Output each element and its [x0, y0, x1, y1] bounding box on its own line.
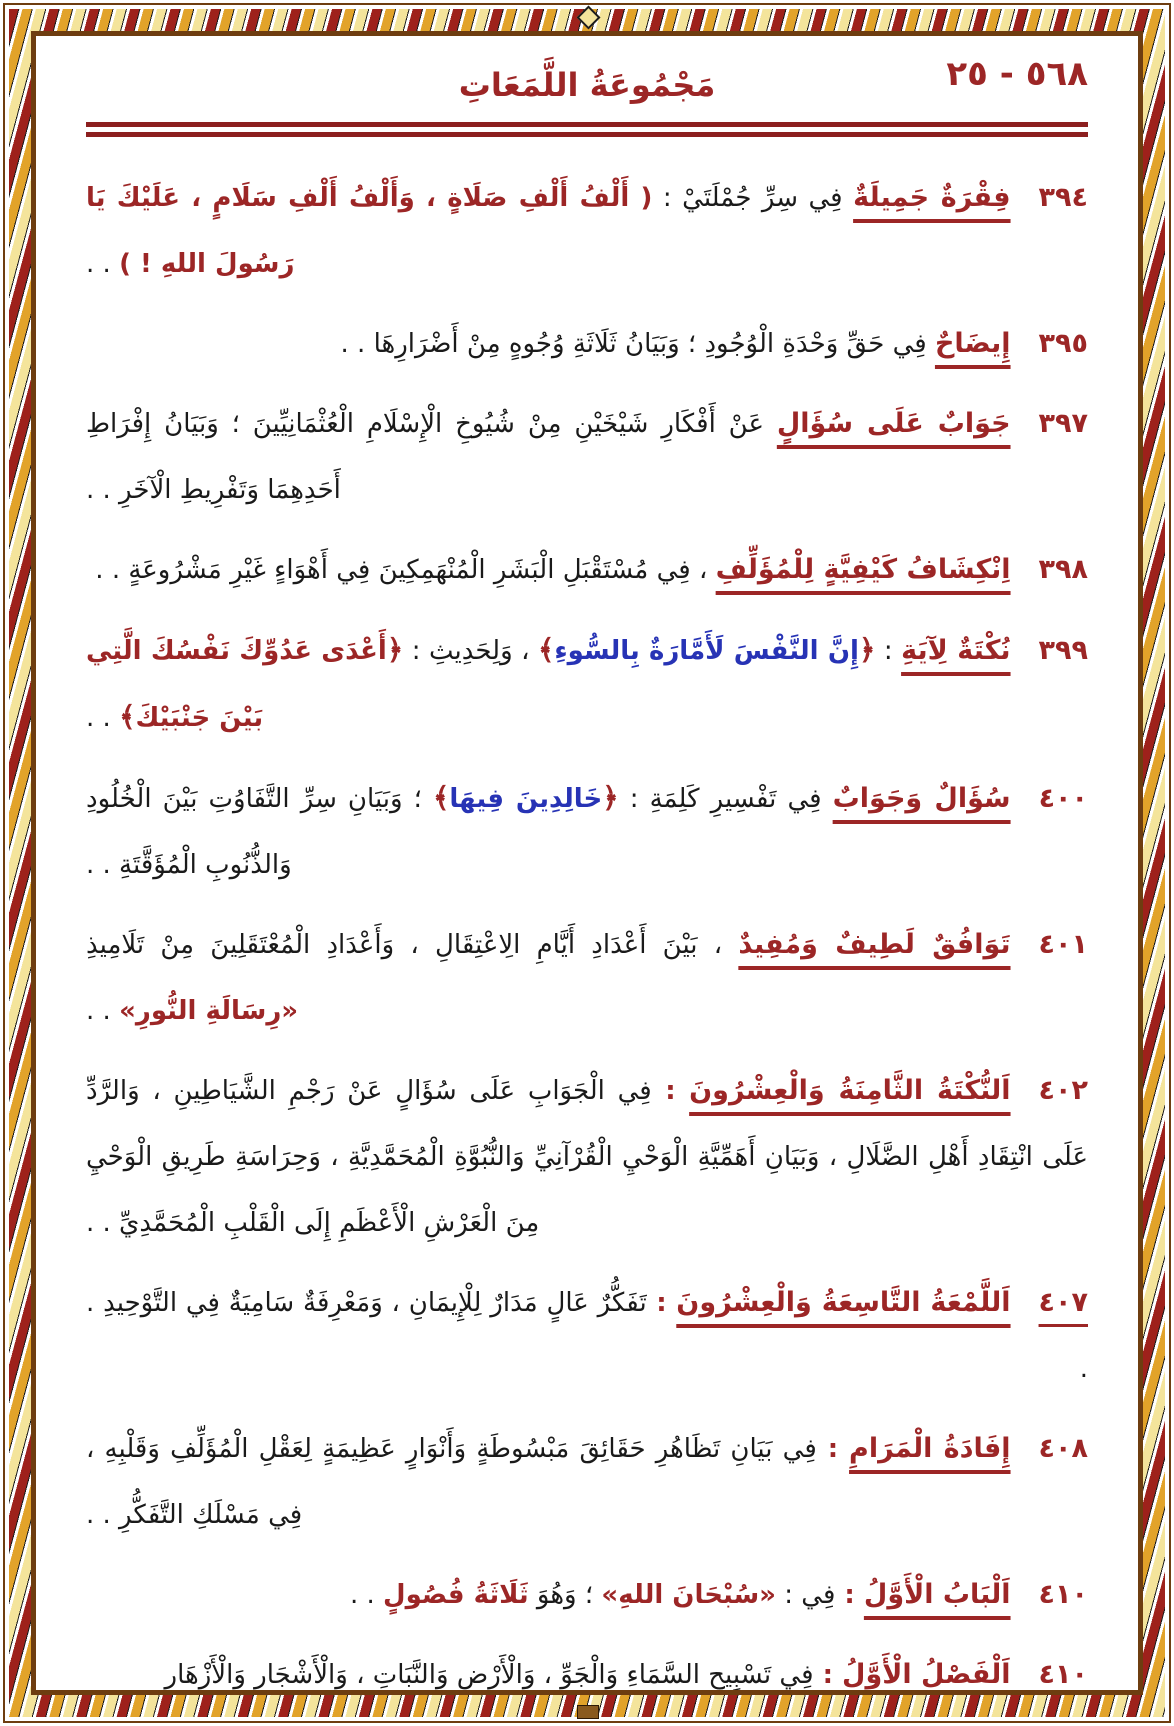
entry-number: ٤١٠	[1038, 1579, 1088, 1610]
entry-segment-title: سُؤَالٌ وَجَوَابٌ	[832, 783, 1011, 814]
entry-segment-title: فِقْرَةٌ جَمِيلَةٌ	[853, 182, 1011, 213]
entry-segment-title: اَللَّمْعَةُ التَّاسِعَةُ وَالْعِشْرُونَ	[676, 1287, 1011, 1318]
entry-segment-black: عَنْ أَفْكَارِ شَيْخَيْنِ مِنْ شُيُوخِ الْإِسْلَامِ الْعُثْمَانِيِّينَ ؛ وَبَيَانُ إِفْرَاطِ أَحَدِهِمَا وَتَفْرِيطِ الْآخَرِ . .	[86, 409, 777, 505]
toc-entry	[86, 1562, 1088, 1628]
entry-segment-bracket: ﴾	[119, 700, 136, 733]
toc-entry	[86, 617, 1088, 751]
toc-entry	[86, 165, 1088, 297]
entry-segment-black: فِي بَيَانِ تَظَاهُرِ حَقَائِقَ مَبْسُوطَةٍ وَأَنْوَارٍ عَظِيمَةٍ لِعَقْلِ الْمُؤَلِّفِ وَقَلْبِهِ ، فِي مَسْلَكِ التَّفَكُّرِ . .	[86, 1434, 817, 1530]
entry-number: ٤١٠	[1038, 1659, 1088, 1690]
entry-number: ٤٠٢	[1038, 1075, 1088, 1106]
bottom-center-ornament	[577, 1705, 599, 1719]
toc-entry	[86, 391, 1088, 523]
entry-segment-black: . .	[349, 1580, 384, 1610]
entry-segment-bracket: ﴿	[602, 781, 619, 814]
entry-segment-black: ، فِي مُسْتَقْبَلِ الْبَشَرِ الْمُنْهَمِكِينَ فِي أَهْوَاءٍ غَيْرِ مَشْرُوعَةٍ . .	[95, 555, 716, 585]
toc-entry	[86, 765, 1088, 898]
entry-segment-black: . .	[86, 249, 120, 279]
entry-number: ٤٠١	[1038, 929, 1088, 960]
entry-segment-title: اِنْكِشَافُ كَيْفِيَّةٍ لِلْمُؤَلِّفِ	[715, 554, 1011, 585]
page-header	[86, 52, 1088, 118]
entry-number: ٤٠٨	[1038, 1433, 1088, 1464]
toc-entry	[86, 1642, 1088, 1690]
entry-segment-title: جَوَابٌ عَلَى سُؤَالٍ	[776, 408, 1011, 439]
entry-segment-red: «سُبْحَانَ اللهِ»	[601, 1580, 776, 1610]
entry-segment-red: «رِسَالَةِ النُّورِ»	[119, 996, 299, 1026]
entry-number: ٣٩٥	[1038, 328, 1088, 359]
entry-number: ٣٩٨	[1038, 554, 1088, 585]
entry-segment-title: إِيضَاحٌ	[934, 328, 1011, 359]
entry-number: ٤٠٧	[1038, 1287, 1088, 1318]
entry-segment-black: فِي حَقِّ وَحْدَةِ الْوُجُودِ ؛ وَبَيَانُ ثَلَاثَةِ وُجُوهٍ مِنْ أَضْرَارِهَا . .	[340, 329, 935, 359]
toc-entry	[86, 1416, 1088, 1548]
toc-entry	[86, 311, 1088, 377]
toc-entry	[86, 1058, 1088, 1256]
entry-segment-bracket: ﴿	[858, 633, 876, 666]
page-title: مَجْمُوعَةُ اللَّمَعَاتِ	[458, 66, 716, 104]
toc-entry	[86, 1270, 1088, 1402]
entry-segment-black: فِي تَفْسِيرِ كَلِمَةِ :	[618, 784, 833, 814]
entry-segment-title: إِفَادَةُ الْمَرَامِ	[849, 1433, 1011, 1464]
entry-number: ٣٩٩	[1038, 635, 1088, 666]
entry-number: ٣٩٧	[1038, 408, 1088, 439]
entry-segment-title: تَوَافُقٌ لَطِيفٌ وَمُفِيدٌ	[738, 929, 1011, 960]
entry-segment-black: فِي :	[775, 1580, 836, 1610]
entry-segment-red: :	[651, 1076, 690, 1106]
entry-segment-black: ، بَيْنَ أَعْدَادِ أَيَّامِ الِاعْتِقَالِ ، وَأَعْدَادِ الْمُعْتَقَلِينَ مِنْ تَلَامِيذِ	[86, 930, 739, 960]
entry-segment-black: ؛ وَبَيَانِ سِرِّ التَّفَاوُتِ بَيْنَ الْخُلُودِ وَالذُّنُوبِ الْمُؤَقَّتَةِ . .	[86, 784, 433, 880]
page-number: ٥٦٨ - ٢٥	[946, 54, 1088, 94]
entry-segment-red: :	[646, 1288, 677, 1318]
header-double-rule	[86, 122, 1088, 137]
entry-segment-black: :	[875, 636, 902, 666]
entry-segment-red: ثَلَاثَةُ فُصُولٍ	[383, 1580, 529, 1610]
entry-segment-bracket: ﴾	[433, 781, 450, 814]
page-inner-frame	[31, 31, 1143, 1695]
entry-segment-red: ( أَلْفُ أَلْفِ صَلَاةٍ ، وَأَلْفُ أَلْفِ سَلَامٍ ، عَلَيْكَ يَا رَسُولَ اللهِ ! )	[86, 183, 653, 279]
entry-segment-red: :	[813, 1660, 843, 1690]
entry-segment-black: ؛ وَهُوَ	[528, 1580, 602, 1610]
entry-segment-black: . .	[86, 996, 120, 1026]
entry-segment-title: اَلْفَصْلُ الْأَوَّلُ	[842, 1659, 1011, 1690]
entry-segment-blue: خَالِدِينَ فِيهَا	[449, 784, 603, 814]
entry-segment-black: فِي تَسْبِيحِ السَّمَاءِ وَالْجَوِّ ، وَالْأَرْضِ وَالنَّبَاتِ ، وَالْأَشْجَارِ وَالْأَزْهَارِ	[164, 1660, 814, 1690]
entry-segment-title: اَلْبَابُ الْأَوَّلُ	[863, 1579, 1011, 1610]
toc-entry	[86, 537, 1088, 603]
entry-number: ٤٠٠	[1038, 783, 1089, 814]
entry-segment-title: نُكْتَةٌ لِآيَةِ	[901, 635, 1011, 666]
entry-segment-black: . .	[86, 703, 120, 733]
entry-segment-black: فِي الْجَوَابِ عَلَى سُؤَالٍ عَنْ رَجْمِ الشَّيَاطِينِ ، وَالرَّدِّ عَلَى انْتِقَادِ أَهْلِ الضَّلَالِ ، وَبَيَانِ أَهَمِّيَّةِ الْوَحْيِ الْقُرْآنِيِّ وَالنُّبُوَّةِ الْمُحَمَّدِيَّةِ ، وَحِرَاسَةِ طَرِيقِ الْوَحْيِ مِنَ الْعَرْشِ الْأَعْظَمِ إِلَى الْقَلْبِ الْمُحَمَّدِيِّ . .	[86, 1076, 1088, 1238]
entry-segment-black: تَفَكُّرٌ عَالٍ مَدَارٌ لِلْإِيمَانِ ، وَمَعْرِفَةٌ سَامِيَةٌ فِي التَّوْحِيدِ . .	[86, 1288, 1088, 1384]
entry-segment-bracket: ﴿	[386, 633, 404, 666]
toc-list	[86, 165, 1088, 1690]
toc-entry	[86, 912, 1088, 1044]
entry-segment-red: :	[835, 1580, 864, 1610]
entry-segment-black: ، وَلِحَدِيثِ :	[403, 636, 538, 666]
entry-segment-blue: إِنَّ النَّفْسَ لَأَمَّارَةٌ بِالسُّوءِ	[554, 636, 859, 666]
entry-segment-black: فِي سِرِّ جُمْلَتَيْ :	[652, 183, 854, 213]
content-area	[36, 36, 1138, 1690]
entry-segment-title: اَلنُّكْتَةُ الثَّامِنَةُ وَالْعِشْرُونَ	[689, 1075, 1011, 1106]
entry-segment-red: :	[816, 1434, 850, 1464]
entry-segment-red: أَعْدَى عَدُوِّكَ نَفْسُكَ الَّتِي بَيْنَ جَنْبَيْكَ	[86, 636, 387, 733]
entry-segment-bracket: ﴾	[537, 633, 555, 666]
entry-number: ٣٩٤	[1038, 182, 1088, 213]
